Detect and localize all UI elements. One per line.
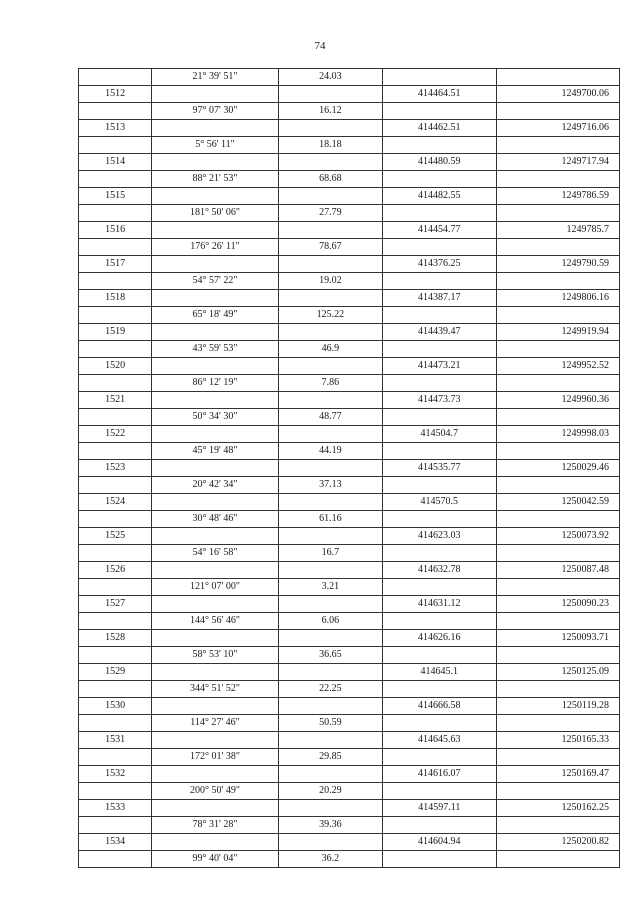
distance-cell: 61.16 <box>278 511 382 528</box>
point-id-cell: 1512 <box>79 86 152 103</box>
point-id-cell: 1513 <box>79 120 152 137</box>
segment-row <box>79 545 620 562</box>
coordinate-table <box>78 68 620 868</box>
point-row <box>79 256 620 273</box>
angle-cell: 121° 07' 00" <box>152 579 278 596</box>
y-coordinate-cell: 1249919.94 <box>496 324 620 341</box>
point-id-cell: 1525 <box>79 528 152 545</box>
point-id-cell: 1518 <box>79 290 152 307</box>
point-id-cell <box>79 681 152 698</box>
point-id-cell: 1521 <box>79 392 152 409</box>
y-coordinate-cell <box>496 171 620 188</box>
angle-cell <box>152 392 278 409</box>
x-coordinate-cell: 414464.51 <box>383 86 496 103</box>
distance-cell: 19.02 <box>278 273 382 290</box>
angle-cell: 5° 56' 11" <box>152 137 278 154</box>
point-id-cell <box>79 715 152 732</box>
point-id-cell <box>79 205 152 222</box>
point-id-cell: 1519 <box>79 324 152 341</box>
distance-cell <box>278 324 382 341</box>
x-coordinate-cell: 414632.78 <box>383 562 496 579</box>
x-coordinate-cell <box>383 579 496 596</box>
point-row <box>79 834 620 851</box>
x-coordinate-cell <box>383 749 496 766</box>
x-coordinate-cell: 414462.51 <box>383 120 496 137</box>
angle-cell <box>152 698 278 715</box>
angle-cell <box>152 426 278 443</box>
angle-cell <box>152 324 278 341</box>
y-coordinate-cell <box>496 137 620 154</box>
segment-row <box>79 477 620 494</box>
point-id-cell: 1515 <box>79 188 152 205</box>
x-coordinate-cell: 414631.12 <box>383 596 496 613</box>
point-id-cell: 1530 <box>79 698 152 715</box>
x-coordinate-cell <box>383 273 496 290</box>
segment-row <box>79 511 620 528</box>
angle-cell <box>152 528 278 545</box>
point-row <box>79 732 620 749</box>
coordinate-table-body <box>79 69 620 868</box>
distance-cell: 22.25 <box>278 681 382 698</box>
point-id-cell: 1531 <box>79 732 152 749</box>
angle-cell <box>152 766 278 783</box>
point-id-cell <box>79 341 152 358</box>
point-row <box>79 562 620 579</box>
distance-cell: 50.59 <box>278 715 382 732</box>
y-coordinate-cell <box>496 783 620 800</box>
angle-cell <box>152 154 278 171</box>
distance-cell: 46.9 <box>278 341 382 358</box>
angle-cell: 181° 50' 06" <box>152 205 278 222</box>
distance-cell <box>278 698 382 715</box>
segment-row <box>79 137 620 154</box>
angle-cell <box>152 460 278 477</box>
segment-row <box>79 171 620 188</box>
distance-cell: 36.2 <box>278 851 382 868</box>
distance-cell <box>278 188 382 205</box>
x-coordinate-cell <box>383 341 496 358</box>
angle-cell: 176° 26' 11" <box>152 239 278 256</box>
distance-cell: 78.67 <box>278 239 382 256</box>
angle-cell: 45° 19' 48" <box>152 443 278 460</box>
distance-cell: 6.06 <box>278 613 382 630</box>
y-coordinate-cell: 1250200.82 <box>496 834 620 851</box>
distance-cell <box>278 766 382 783</box>
point-id-cell: 1526 <box>79 562 152 579</box>
point-row <box>79 358 620 375</box>
y-coordinate-cell <box>496 647 620 664</box>
y-coordinate-cell: 1249790.59 <box>496 256 620 273</box>
distance-cell <box>278 630 382 647</box>
segment-row <box>79 851 620 868</box>
segment-row <box>79 239 620 256</box>
point-row <box>79 222 620 239</box>
angle-cell: 114° 27' 46" <box>152 715 278 732</box>
y-coordinate-cell <box>496 443 620 460</box>
y-coordinate-cell: 1250162.25 <box>496 800 620 817</box>
distance-cell: 37.13 <box>278 477 382 494</box>
segment-row <box>79 69 620 86</box>
distance-cell: 44.19 <box>278 443 382 460</box>
angle-cell: 21° 39' 51" <box>152 69 278 86</box>
point-id-cell <box>79 239 152 256</box>
y-coordinate-cell <box>496 103 620 120</box>
point-row <box>79 188 620 205</box>
segment-row <box>79 749 620 766</box>
distance-cell <box>278 494 382 511</box>
distance-cell: 7.86 <box>278 375 382 392</box>
point-id-cell <box>79 511 152 528</box>
distance-cell <box>278 358 382 375</box>
segment-row <box>79 443 620 460</box>
segment-row <box>79 681 620 698</box>
distance-cell: 68.68 <box>278 171 382 188</box>
y-coordinate-cell: 1249960.36 <box>496 392 620 409</box>
angle-cell: 50° 34' 30" <box>152 409 278 426</box>
point-id-cell: 1522 <box>79 426 152 443</box>
point-id-cell: 1527 <box>79 596 152 613</box>
angle-cell: 30° 48' 46" <box>152 511 278 528</box>
x-coordinate-cell <box>383 783 496 800</box>
x-coordinate-cell <box>383 681 496 698</box>
y-coordinate-cell: 1249786.59 <box>496 188 620 205</box>
point-id-cell <box>79 273 152 290</box>
x-coordinate-cell: 414597.11 <box>383 800 496 817</box>
point-id-cell: 1532 <box>79 766 152 783</box>
point-id-cell <box>79 69 152 86</box>
y-coordinate-cell: 1250090.23 <box>496 596 620 613</box>
angle-cell: 88° 21' 53" <box>152 171 278 188</box>
x-coordinate-cell: 414439.47 <box>383 324 496 341</box>
distance-cell <box>278 154 382 171</box>
angle-cell: 144° 56' 46" <box>152 613 278 630</box>
x-coordinate-cell: 414473.21 <box>383 358 496 375</box>
angle-cell <box>152 256 278 273</box>
x-coordinate-cell <box>383 851 496 868</box>
point-row <box>79 766 620 783</box>
angle-cell: 20° 42' 34" <box>152 477 278 494</box>
point-row <box>79 120 620 137</box>
distance-cell <box>278 392 382 409</box>
y-coordinate-cell <box>496 375 620 392</box>
distance-cell <box>278 426 382 443</box>
y-coordinate-cell <box>496 851 620 868</box>
point-row <box>79 494 620 511</box>
x-coordinate-cell: 414473.73 <box>383 392 496 409</box>
point-row <box>79 630 620 647</box>
y-coordinate-cell: 1250073.92 <box>496 528 620 545</box>
segment-row <box>79 817 620 834</box>
distance-cell: 29.85 <box>278 749 382 766</box>
x-coordinate-cell <box>383 613 496 630</box>
x-coordinate-cell: 414616.07 <box>383 766 496 783</box>
x-coordinate-cell <box>383 69 496 86</box>
angle-cell <box>152 630 278 647</box>
angle-cell <box>152 732 278 749</box>
distance-cell <box>278 596 382 613</box>
point-id-cell <box>79 103 152 120</box>
x-coordinate-cell <box>383 511 496 528</box>
x-coordinate-cell <box>383 817 496 834</box>
distance-cell: 20.29 <box>278 783 382 800</box>
x-coordinate-cell: 414570.5 <box>383 494 496 511</box>
angle-cell: 200° 50' 49" <box>152 783 278 800</box>
distance-cell <box>278 732 382 749</box>
y-coordinate-cell <box>496 749 620 766</box>
angle-cell: 97° 07' 30" <box>152 103 278 120</box>
distance-cell: 36.65 <box>278 647 382 664</box>
x-coordinate-cell: 414604.94 <box>383 834 496 851</box>
angle-cell <box>152 222 278 239</box>
y-coordinate-cell: 1249806.16 <box>496 290 620 307</box>
x-coordinate-cell: 414645.63 <box>383 732 496 749</box>
y-coordinate-cell: 1250119.28 <box>496 698 620 715</box>
point-id-cell <box>79 307 152 324</box>
segment-row <box>79 273 620 290</box>
distance-cell <box>278 290 382 307</box>
angle-cell: 43° 59' 53" <box>152 341 278 358</box>
point-id-cell <box>79 545 152 562</box>
x-coordinate-cell <box>383 103 496 120</box>
point-id-cell: 1517 <box>79 256 152 273</box>
point-id-cell <box>79 817 152 834</box>
y-coordinate-cell <box>496 613 620 630</box>
angle-cell: 65° 18' 49" <box>152 307 278 324</box>
distance-cell: 39.36 <box>278 817 382 834</box>
distance-cell: 16.12 <box>278 103 382 120</box>
x-coordinate-cell: 414480.59 <box>383 154 496 171</box>
y-coordinate-cell: 1249700.06 <box>496 86 620 103</box>
x-coordinate-cell <box>383 477 496 494</box>
angle-cell: 172° 01' 38" <box>152 749 278 766</box>
angle-cell <box>152 664 278 681</box>
y-coordinate-cell <box>496 477 620 494</box>
y-coordinate-cell <box>496 511 620 528</box>
x-coordinate-cell <box>383 409 496 426</box>
segment-row <box>79 205 620 222</box>
x-coordinate-cell: 414504.7 <box>383 426 496 443</box>
point-id-cell <box>79 375 152 392</box>
page-number: 74 <box>314 40 326 52</box>
x-coordinate-cell: 414623.03 <box>383 528 496 545</box>
angle-cell: 54° 16' 58" <box>152 545 278 562</box>
y-coordinate-cell <box>496 409 620 426</box>
x-coordinate-cell: 414454.77 <box>383 222 496 239</box>
point-row <box>79 426 620 443</box>
point-row <box>79 528 620 545</box>
y-coordinate-cell <box>496 69 620 86</box>
y-coordinate-cell: 1250125.09 <box>496 664 620 681</box>
point-id-cell: 1529 <box>79 664 152 681</box>
x-coordinate-cell <box>383 171 496 188</box>
angle-cell <box>152 562 278 579</box>
y-coordinate-cell <box>496 239 620 256</box>
y-coordinate-cell: 1250093.71 <box>496 630 620 647</box>
segment-row <box>79 409 620 426</box>
x-coordinate-cell: 414666.58 <box>383 698 496 715</box>
point-id-cell <box>79 137 152 154</box>
point-row <box>79 596 620 613</box>
y-coordinate-cell: 1249716.06 <box>496 120 620 137</box>
distance-cell <box>278 460 382 477</box>
y-coordinate-cell: 1249717.94 <box>496 154 620 171</box>
y-coordinate-cell <box>496 579 620 596</box>
distance-cell <box>278 834 382 851</box>
point-row <box>79 324 620 341</box>
x-coordinate-cell <box>383 545 496 562</box>
segment-row <box>79 613 620 630</box>
x-coordinate-cell: 414626.16 <box>383 630 496 647</box>
y-coordinate-cell: 1250042.59 <box>496 494 620 511</box>
segment-row <box>79 647 620 664</box>
distance-cell <box>278 222 382 239</box>
x-coordinate-cell <box>383 205 496 222</box>
point-id-cell: 1524 <box>79 494 152 511</box>
angle-cell: 54° 57' 22" <box>152 273 278 290</box>
point-row <box>79 290 620 307</box>
point-id-cell: 1528 <box>79 630 152 647</box>
angle-cell <box>152 800 278 817</box>
segment-row <box>79 715 620 732</box>
x-coordinate-cell: 414482.55 <box>383 188 496 205</box>
y-coordinate-cell <box>496 715 620 732</box>
point-id-cell <box>79 851 152 868</box>
point-id-cell: 1523 <box>79 460 152 477</box>
x-coordinate-cell <box>383 137 496 154</box>
angle-cell <box>152 188 278 205</box>
y-coordinate-cell: 1250087.48 <box>496 562 620 579</box>
angle-cell: 58° 53' 10" <box>152 647 278 664</box>
distance-cell: 48.77 <box>278 409 382 426</box>
distance-cell <box>278 528 382 545</box>
distance-cell <box>278 256 382 273</box>
y-coordinate-cell <box>496 341 620 358</box>
segment-row <box>79 341 620 358</box>
segment-row <box>79 783 620 800</box>
x-coordinate-cell: 414387.17 <box>383 290 496 307</box>
segment-row <box>79 375 620 392</box>
point-row <box>79 154 620 171</box>
y-coordinate-cell <box>496 817 620 834</box>
distance-cell <box>278 120 382 137</box>
x-coordinate-cell <box>383 443 496 460</box>
point-id-cell: 1534 <box>79 834 152 851</box>
point-row <box>79 392 620 409</box>
point-id-cell <box>79 409 152 426</box>
point-row <box>79 664 620 681</box>
point-row <box>79 460 620 477</box>
point-id-cell <box>79 783 152 800</box>
point-row <box>79 800 620 817</box>
y-coordinate-cell <box>496 681 620 698</box>
angle-cell: 86° 12' 19" <box>152 375 278 392</box>
y-coordinate-cell: 1250165.33 <box>496 732 620 749</box>
point-id-cell: 1516 <box>79 222 152 239</box>
y-coordinate-cell: 1249952.52 <box>496 358 620 375</box>
angle-cell: 344° 51' 52" <box>152 681 278 698</box>
point-id-cell <box>79 749 152 766</box>
x-coordinate-cell: 414376.25 <box>383 256 496 273</box>
y-coordinate-cell: 1249785.7 <box>496 222 620 239</box>
angle-cell <box>152 494 278 511</box>
point-id-cell <box>79 477 152 494</box>
x-coordinate-cell <box>383 715 496 732</box>
angle-cell <box>152 834 278 851</box>
y-coordinate-cell <box>496 205 620 222</box>
x-coordinate-cell: 414645.1 <box>383 664 496 681</box>
angle-cell <box>152 120 278 137</box>
x-coordinate-cell <box>383 647 496 664</box>
x-coordinate-cell <box>383 239 496 256</box>
x-coordinate-cell <box>383 375 496 392</box>
point-row <box>79 698 620 715</box>
distance-cell <box>278 86 382 103</box>
distance-cell: 27.79 <box>278 205 382 222</box>
x-coordinate-cell <box>383 307 496 324</box>
x-coordinate-cell: 414535.77 <box>383 460 496 477</box>
distance-cell: 24.03 <box>278 69 382 86</box>
distance-cell <box>278 562 382 579</box>
point-id-cell: 1520 <box>79 358 152 375</box>
distance-cell: 16.7 <box>278 545 382 562</box>
angle-cell <box>152 290 278 307</box>
y-coordinate-cell <box>496 273 620 290</box>
point-id-cell: 1533 <box>79 800 152 817</box>
point-id-cell <box>79 579 152 596</box>
distance-cell: 18.18 <box>278 137 382 154</box>
y-coordinate-cell <box>496 545 620 562</box>
distance-cell <box>278 800 382 817</box>
point-id-cell: 1514 <box>79 154 152 171</box>
y-coordinate-cell: 1249998.03 <box>496 426 620 443</box>
point-id-cell <box>79 171 152 188</box>
point-row <box>79 86 620 103</box>
point-id-cell <box>79 613 152 630</box>
angle-cell: 78° 31' 28" <box>152 817 278 834</box>
distance-cell: 3.21 <box>278 579 382 596</box>
y-coordinate-cell: 1250029.46 <box>496 460 620 477</box>
y-coordinate-cell: 1250169.47 <box>496 766 620 783</box>
angle-cell: 99° 40' 04" <box>152 851 278 868</box>
point-id-cell <box>79 647 152 664</box>
angle-cell <box>152 358 278 375</box>
distance-cell <box>278 664 382 681</box>
segment-row <box>79 307 620 324</box>
segment-row <box>79 103 620 120</box>
y-coordinate-cell <box>496 307 620 324</box>
angle-cell <box>152 596 278 613</box>
angle-cell <box>152 86 278 103</box>
point-id-cell <box>79 443 152 460</box>
distance-cell: 125.22 <box>278 307 382 324</box>
segment-row <box>79 579 620 596</box>
